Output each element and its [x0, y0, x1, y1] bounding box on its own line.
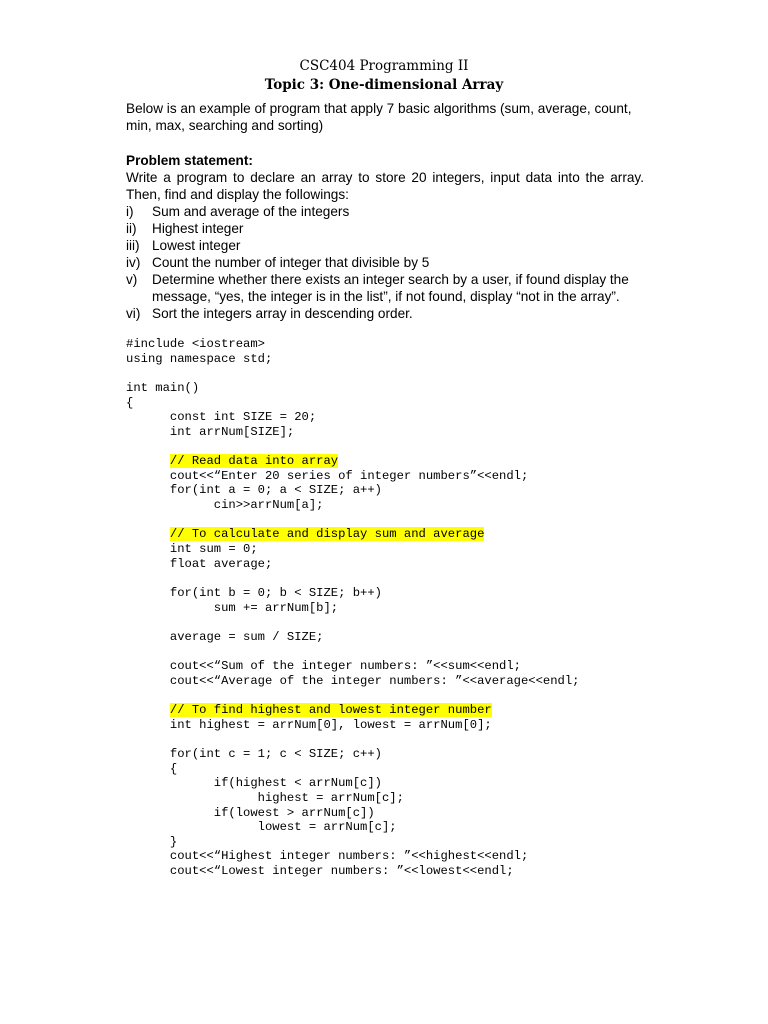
task-text: Determine whether there exists an integer search by a user, if found display the message, “yes, the integer is in the list”, if not found, display “not in the array”. — [152, 272, 629, 304]
code-indent — [126, 425, 170, 439]
problem-statement-body: Write a program to declare an array to store 20 integers, input data into the array. Then, find and display the followings: — [126, 170, 644, 202]
code-text: int highest = arrNum[0], lowest = arrNum[0]; — [169, 717, 492, 732]
code-line — [126, 557, 579, 572]
code-text: cin>>arrNum[a]; — [213, 498, 324, 513]
code-text: sum += arrNum[b]; — [213, 600, 339, 615]
code-indent — [126, 498, 214, 512]
code-line — [126, 615, 579, 630]
task-number: iii) — [126, 238, 140, 253]
task-item — [126, 237, 648, 254]
code-line — [126, 601, 579, 616]
code-indent — [126, 762, 170, 776]
code-line — [126, 337, 579, 352]
task-list — [126, 203, 648, 322]
code-text: for(int a = 0; a < SIZE; a++) — [169, 483, 382, 498]
code-indent — [126, 703, 170, 717]
task-item — [126, 203, 648, 220]
code-indent — [126, 630, 170, 644]
code-comment-highlight: // Read data into array — [169, 454, 339, 469]
code-line — [126, 820, 579, 835]
code-indent — [126, 820, 258, 834]
task-text: Highest integer — [152, 221, 244, 236]
code-text: { — [126, 395, 134, 410]
intro-paragraph: Below is an example of program that apply 7 basic algorithms (sum, average, count, min, max, searching and sorting) — [126, 101, 632, 133]
code-line — [126, 849, 579, 864]
task-text: Count the number of integer that divisible by 5 — [152, 255, 430, 270]
code-line — [126, 674, 579, 689]
task-text: Sum and average of the integers — [152, 204, 350, 219]
code-text: if(highest < arrNum[c]) — [213, 776, 382, 791]
code-line — [126, 439, 579, 454]
code-text: cout<<“Enter 20 series of integer numbers”<<endl; — [169, 468, 529, 483]
task-text: Sort the integers array in descending order. — [152, 306, 413, 321]
task-item — [126, 305, 648, 322]
code-text: } — [169, 834, 178, 849]
task-number: i) — [126, 204, 134, 219]
code-line — [126, 835, 579, 850]
task-number: iv) — [126, 255, 141, 270]
code-line — [126, 644, 579, 659]
code-text: int arrNum[SIZE]; — [169, 424, 295, 439]
task-number: v) — [126, 272, 138, 287]
code-line — [126, 630, 579, 645]
code-text: cout<<“Average of the integer numbers: ”<<average<<endl; — [169, 673, 580, 688]
code-text: for(int c = 1; c < SIZE; c++) — [169, 746, 382, 761]
code-indent — [126, 864, 170, 878]
code-line — [126, 396, 579, 411]
code-indent — [126, 747, 170, 761]
code-indent — [126, 542, 170, 556]
task-item — [126, 271, 648, 305]
task-item — [126, 254, 648, 271]
code-line — [126, 366, 579, 381]
code-line — [126, 747, 579, 762]
code-indent — [126, 835, 170, 849]
code-text: using namespace std; — [126, 351, 273, 366]
topic-title: Topic 3: One-dimensional Array — [264, 77, 504, 93]
code-line — [126, 542, 579, 557]
code-indent — [126, 659, 170, 673]
code-indent — [126, 601, 214, 615]
code-text: #include <iostream> — [126, 337, 265, 351]
code-text: if(lowest > arrNum[c]) — [213, 805, 375, 820]
code-text: lowest = arrNum[c]; — [257, 820, 397, 835]
code-line — [126, 732, 579, 747]
code-text: { — [169, 761, 178, 776]
code-line — [126, 791, 579, 806]
code-line — [126, 762, 579, 777]
code-indent — [126, 776, 214, 790]
course-title: CSC404 Programming II — [299, 58, 469, 74]
code-line — [126, 425, 579, 440]
code-indent — [126, 557, 170, 571]
code-line — [126, 703, 579, 718]
code-line — [126, 381, 579, 396]
code-line — [126, 776, 579, 791]
code-indent — [126, 849, 170, 863]
code-text: int main() — [126, 380, 200, 395]
code-indent — [126, 469, 170, 483]
code-comment-highlight: // To calculate and display sum and average — [169, 527, 485, 542]
document-header — [0, 57, 768, 95]
code-text: average = sum / SIZE; — [169, 629, 324, 644]
code-line — [126, 352, 579, 367]
code-line — [126, 498, 579, 513]
task-number: vi) — [126, 306, 141, 321]
code-indent — [126, 791, 258, 805]
code-line — [126, 659, 579, 674]
code-text: const int SIZE = 20; — [169, 410, 317, 425]
code-line — [126, 513, 579, 528]
code-text: cout<<“Highest integer numbers: ”<<highest<<endl; — [169, 849, 529, 864]
code-indent — [126, 527, 170, 541]
code-line — [126, 688, 579, 703]
code-line — [126, 454, 579, 469]
code-indent — [126, 483, 170, 497]
code-line — [126, 718, 579, 733]
task-number: ii) — [126, 221, 137, 236]
code-indent — [126, 454, 170, 468]
task-item — [126, 220, 648, 237]
code-listing — [126, 337, 579, 879]
code-indent — [126, 674, 170, 688]
code-indent — [126, 586, 170, 600]
problem-statement-heading: Problem statement: — [126, 153, 253, 168]
code-text: for(int b = 0; b < SIZE; b++) — [169, 585, 382, 600]
code-text: cout<<“Lowest integer numbers: ”<<lowest<<endl; — [169, 864, 514, 879]
code-indent — [126, 410, 170, 424]
code-line — [126, 410, 579, 425]
code-text: int sum = 0; — [169, 541, 258, 556]
code-line — [126, 483, 579, 498]
code-line — [126, 806, 579, 821]
code-line — [126, 571, 579, 586]
code-comment-highlight: // To find highest and lowest integer number — [169, 703, 492, 718]
code-line — [126, 864, 579, 879]
code-text: float average; — [169, 556, 273, 571]
task-text: Lowest integer — [152, 238, 241, 253]
code-indent — [126, 718, 170, 732]
code-text: cout<<“Sum of the integer numbers: ”<<sum<<endl; — [169, 659, 521, 674]
code-indent — [126, 806, 214, 820]
code-line — [126, 469, 579, 484]
code-line — [126, 586, 579, 601]
code-text: highest = arrNum[c]; — [257, 790, 404, 805]
code-line — [126, 527, 579, 542]
